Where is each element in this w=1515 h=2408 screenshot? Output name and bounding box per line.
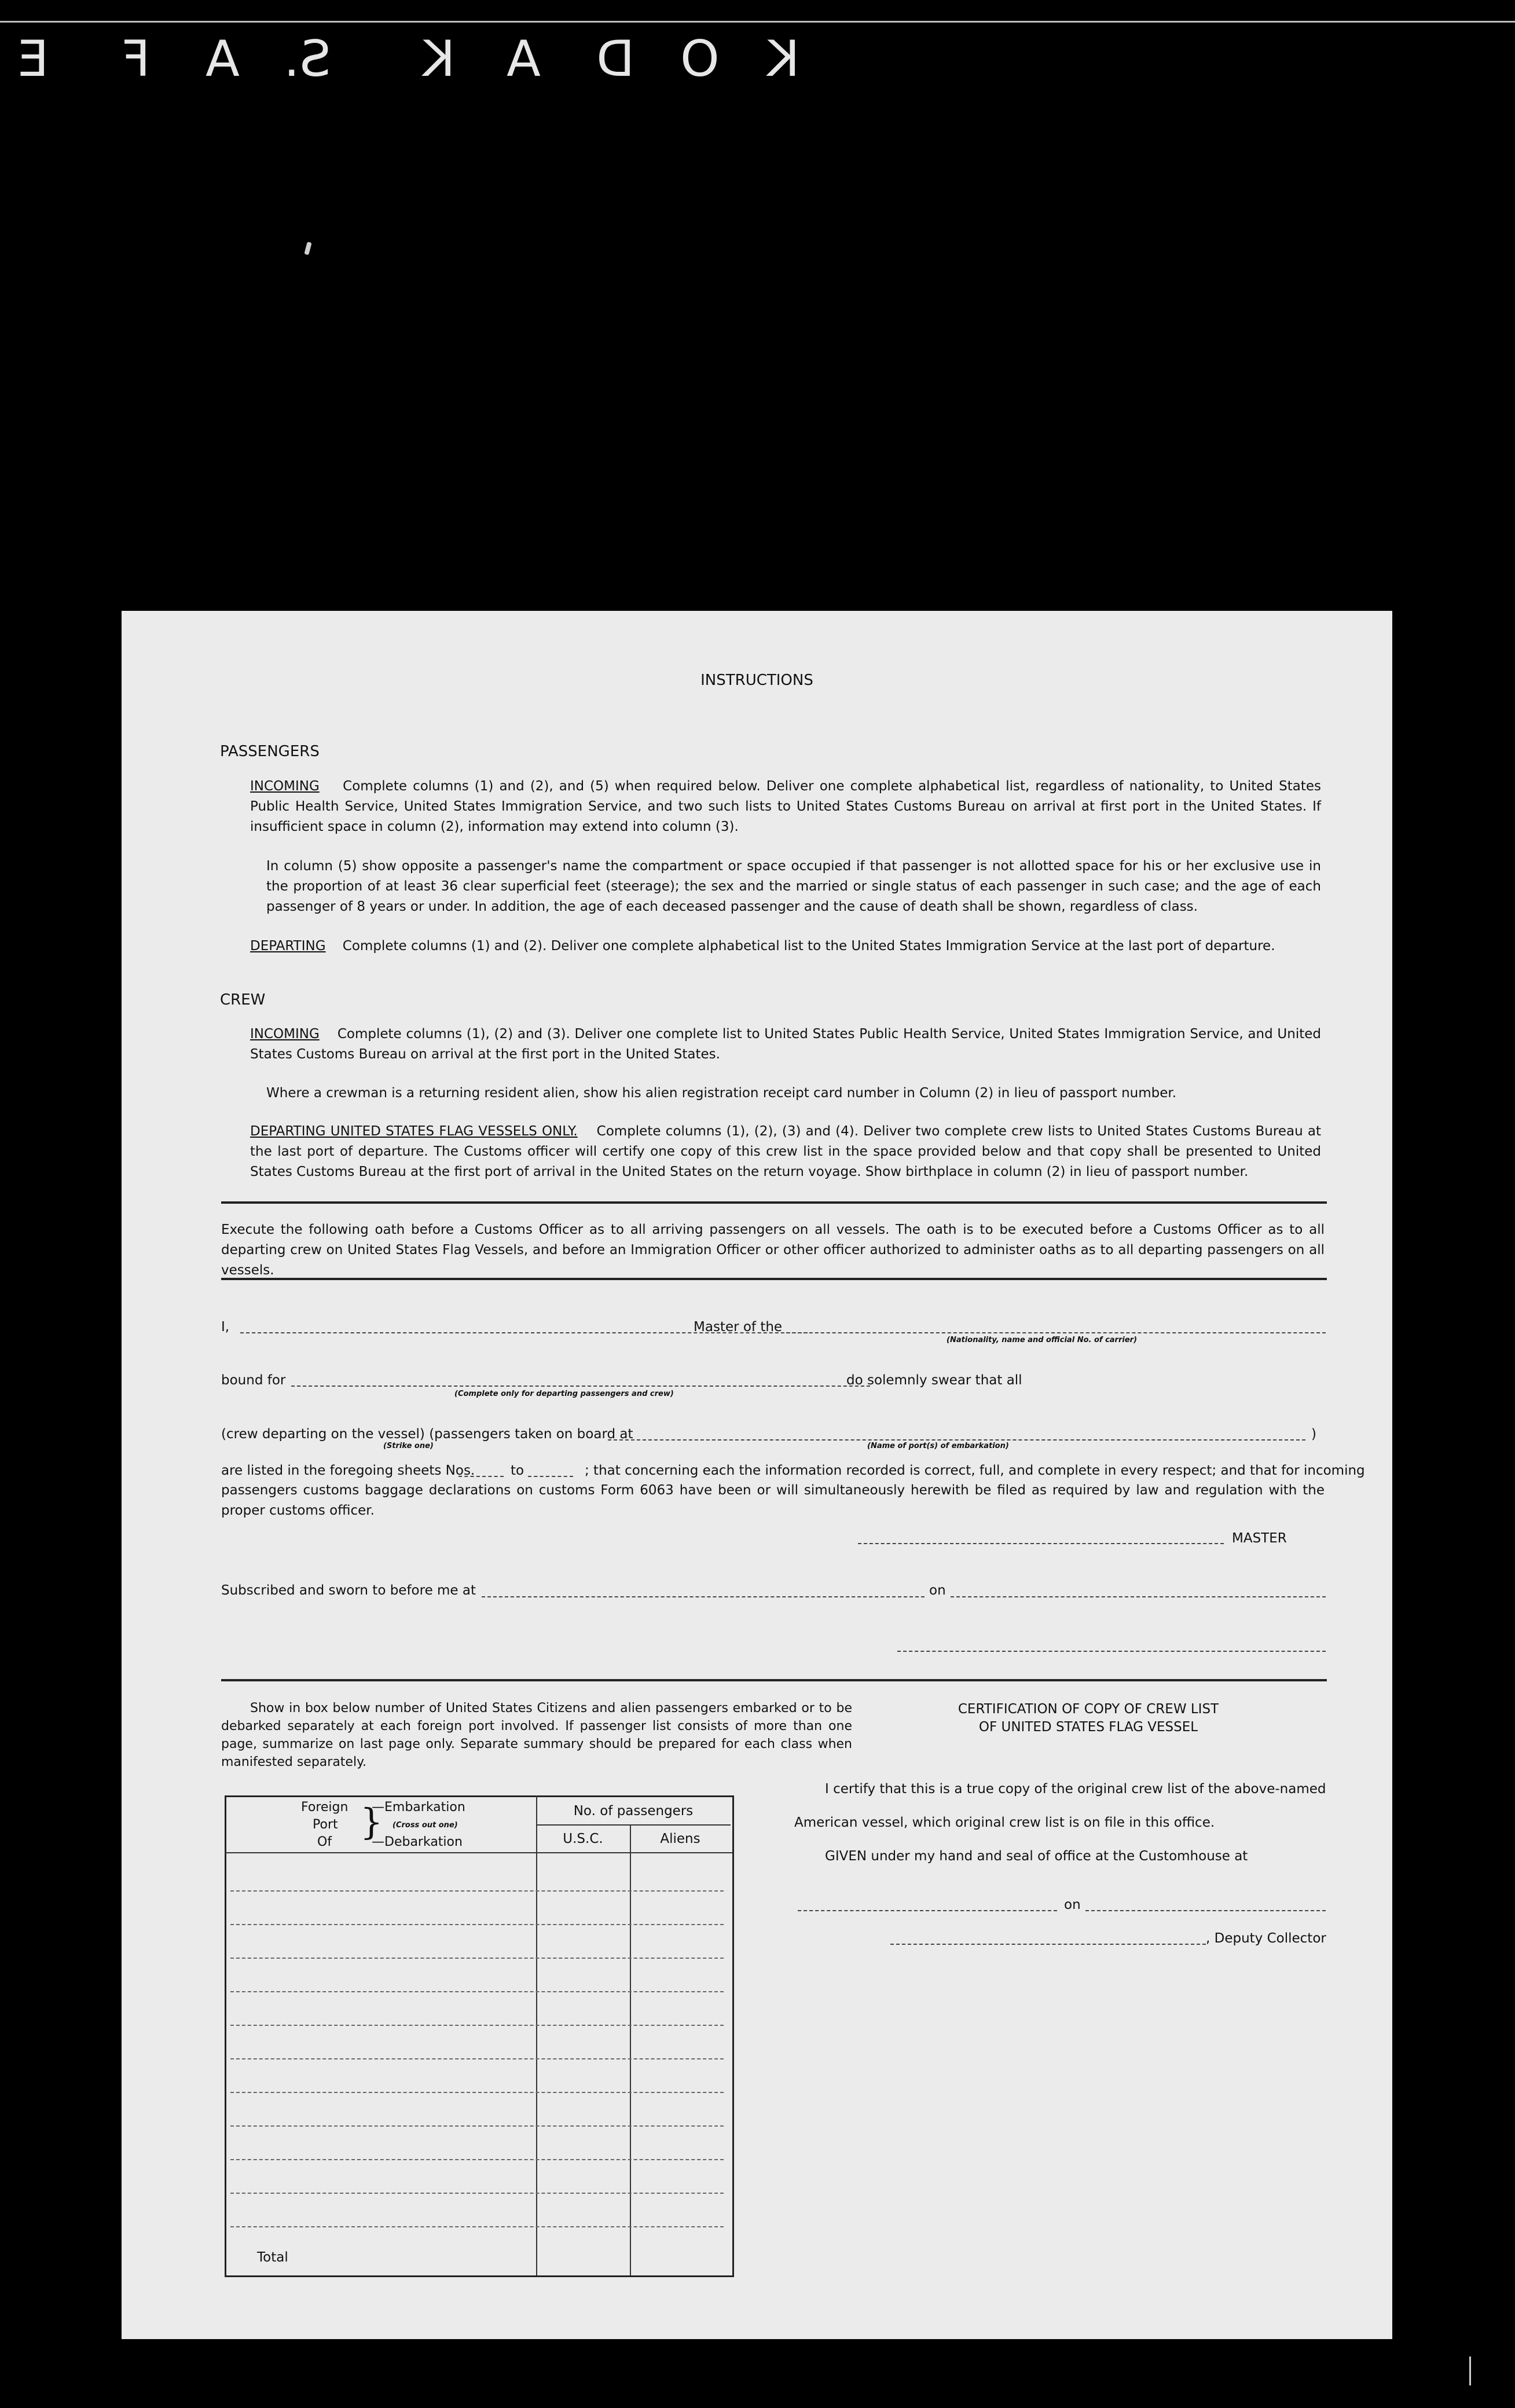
crew-departing-paragraph [250, 1121, 1321, 1182]
table-column-line [536, 1795, 537, 2275]
certification-title: CERTIFICATION OF COPY OF CREW LIST [958, 1702, 1219, 1717]
crew-heading: CREW [220, 991, 266, 1009]
deputy-signature-line[interactable] [890, 1944, 1206, 1945]
passengers-heading: PASSENGERS [220, 743, 320, 760]
passengers-incoming-text: Complete columns (1) and (2), and (5) when required below. Deliver one complete alphabetical list, regardless of nationality, to United States Public Health Service, United States Immigration Service, and two such lists to United States Customs Bureau on arrival at first port in the United States. If insufficient space in column (2), information may extend into column (3). [250, 779, 1321, 834]
certification-subtitle: OF UNITED STATES FLAG VESSEL [978, 1720, 1198, 1735]
crew-departing-label: DEPARTING UNITED STATES FLAG VESSELS ONLY. [250, 1124, 578, 1139]
destination-line[interactable] [291, 1386, 870, 1387]
passengers-departing-text: Complete columns (1) and (2). Deliver one complete alphabetical list to the United States Immigration Service at the last port of departure. [342, 939, 1275, 954]
film-letter: E [17, 30, 49, 88]
oath-instructions: Execute the following oath before a Customs Officer as to all arriving passengers on all vessels. The oath is to be executed before a Customs Officer as to all departing crew on United States Flag Vessels, and before an Immigration Officer or other officer authorized to administer oaths as to all departing passengers on all vessels. [221, 1222, 1325, 1278]
passengers-incoming-label: INCOMING [250, 779, 320, 794]
cross-out-note: (Cross out one) [392, 1821, 458, 1830]
master-of-the-label: Master of the [694, 1320, 783, 1335]
sheet-from-line[interactable] [458, 1476, 504, 1477]
brace: } [360, 1801, 383, 1843]
subscribed-label: Subscribed and sworn to before me at [221, 1583, 476, 1598]
nationality-note: (Nationality, name and official No. of carrier) [947, 1336, 1138, 1344]
divider [221, 1201, 1327, 1204]
sworn-on-label: on [929, 1583, 946, 1598]
passengers-column5-paragraph: In column (5) show opposite a passenger's name the compartment or space occupied if that passenger is not allotted space for his or her exclusive use in the proportion of at least 36 clear superficial feet (steerage); the sex and the married or single status of each passenger in such case; and the age of each passenger of 8 years or under. In addition, the age of each deceased passenger and the cause of death shall be shown, regardless of class. [266, 859, 1321, 914]
deputy-collector-label: , Deputy Collector [1206, 1931, 1326, 1946]
master-signature-line[interactable] [858, 1543, 1224, 1544]
embarkation-port-line[interactable] [608, 1439, 1305, 1441]
crew-departing-text: Complete columns (1), (2), (3) and (4). Deliver two complete crew lists to United States Customs Bureau at the last port of departure. The Customs officer will certify one copy of this crew list in the space provided below and that copy shall be presented to United States Customs Bureau at the first port of arrival in the United States on the return voyage. Show birthplace in column (2) in lieu of passport number. [250, 1124, 1321, 1179]
film-tick-mark [1469, 2356, 1471, 2385]
officer-signature-line[interactable] [897, 1651, 1326, 1652]
film-letter: O [680, 30, 720, 88]
master-label: MASTER [1232, 1531, 1287, 1546]
to-label: to [511, 1463, 524, 1478]
total-label: Total [257, 2250, 288, 2265]
table-row-line [230, 1924, 724, 1925]
table-row-line [230, 2159, 724, 2160]
listed-text-continued: passengers customs baggage declarations on customs Form 6063 have been or will simultaneously herewith be filed as required by law and regulation with the proper customs officer. [221, 1483, 1325, 1518]
sheet-to-line[interactable] [528, 1476, 573, 1477]
solemnly-swear-label: do solemnly swear that all [846, 1373, 1022, 1388]
film-speck [304, 241, 311, 255]
film-letter: S. [284, 30, 331, 88]
bound-for-label: bound for [221, 1373, 286, 1388]
film-letter: D [596, 30, 635, 88]
table-row-line [230, 2025, 724, 2026]
cert-date-line[interactable] [1085, 1910, 1326, 1911]
table-row-line [230, 1890, 724, 1892]
film-letter: A [507, 30, 541, 88]
debarkation-label: —Debarkation [372, 1835, 463, 1849]
port-label: Port [313, 1817, 338, 1832]
table-row-line [230, 2092, 724, 2093]
vessel-name-line[interactable] [786, 1332, 1326, 1333]
divider [221, 1679, 1327, 1681]
table-header-bottom-line [225, 1852, 732, 1853]
table-row-line [230, 1991, 724, 1992]
table-row-line [230, 2058, 724, 2059]
ports-note: (Name of port(s) of embarkation) [867, 1442, 1009, 1450]
film-letter: K [423, 30, 456, 88]
foreign-label: Foreign [301, 1800, 349, 1815]
instructions-page [122, 611, 1392, 2339]
sworn-date-line[interactable] [951, 1596, 1326, 1597]
passengers-incoming-paragraph [250, 776, 1321, 837]
crew-incoming-paragraph [250, 1024, 1321, 1065]
film-letter: K [767, 30, 800, 88]
table-row-line [230, 2193, 724, 2194]
passengers-departing-paragraph [250, 936, 1321, 956]
crew-departing-label: (crew departing on the vessel) (passengers taken on board at [221, 1427, 633, 1442]
table-row-line [230, 2226, 724, 2227]
oath-i-label: I, [221, 1320, 230, 1335]
bound-note: (Complete only for departing passengers and crew) [454, 1390, 674, 1398]
sworn-place-line[interactable] [482, 1596, 925, 1597]
customhouse-line[interactable] [798, 1910, 1057, 1911]
crew-incoming-text: Complete columns (1), (2) and (3). Deliver one complete list to United States Public Health Service, United States Immigration Service, and United States Customs Bureau on arrival at the first port in the United States. [250, 1027, 1321, 1062]
table-header-line [536, 1824, 731, 1826]
page-title: INSTRUCTIONS [700, 672, 813, 689]
strike-note: (Strike one) [383, 1442, 434, 1450]
close-paren: ) [1311, 1427, 1316, 1442]
embarkation-label: —Embarkation [372, 1800, 465, 1815]
table-row-line [230, 2125, 724, 2127]
usc-header: U.S.C. [563, 1831, 603, 1846]
summary-instructions: Show in box below number of United States Citizens and alien passengers embarked or to be debarked separately at each foreign port involved. If passenger list consists of more than one page, summarize on last page only. Separate summary should be prepared for each class when manifested separately. [221, 1701, 852, 1769]
passengers-departing-label: DEPARTING [250, 939, 326, 954]
crew-resident-paragraph: Where a crewman is a returning resident alien, show his alien registration receipt card number in Column (2) in lieu of passport number. [266, 1086, 1177, 1101]
listed-sheets-label: are listed in the foregoing sheets Nos. [221, 1463, 475, 1478]
divider [221, 1278, 1327, 1280]
table-column-line [630, 1824, 631, 2275]
aliens-header: Aliens [660, 1831, 700, 1846]
of-label: Of [317, 1835, 332, 1849]
cert-on-label: on [1064, 1897, 1081, 1912]
kodak-film-edge-print [0, 30, 810, 94]
certify-text-1: I certify that this is a true copy of the original crew list of the above-named [825, 1782, 1326, 1797]
listed-text: ; that concerning each the information recorded is correct, full, and complete in every respect; and that for incoming [585, 1463, 1365, 1478]
table-row-line [230, 1958, 724, 1959]
certify-text-2: American vessel, which original crew list is on file in this office. [794, 1815, 1215, 1830]
film-letter: A [206, 30, 240, 88]
crew-incoming-label: INCOMING [250, 1027, 320, 1042]
given-text: GIVEN under my hand and seal of office at the Customhouse at [825, 1849, 1248, 1864]
passenger-summary-table [225, 1795, 734, 2277]
film-letter: F [122, 30, 151, 88]
no-of-passengers-header: No. of passengers [573, 1804, 694, 1819]
film-edge-line [0, 21, 1515, 23]
